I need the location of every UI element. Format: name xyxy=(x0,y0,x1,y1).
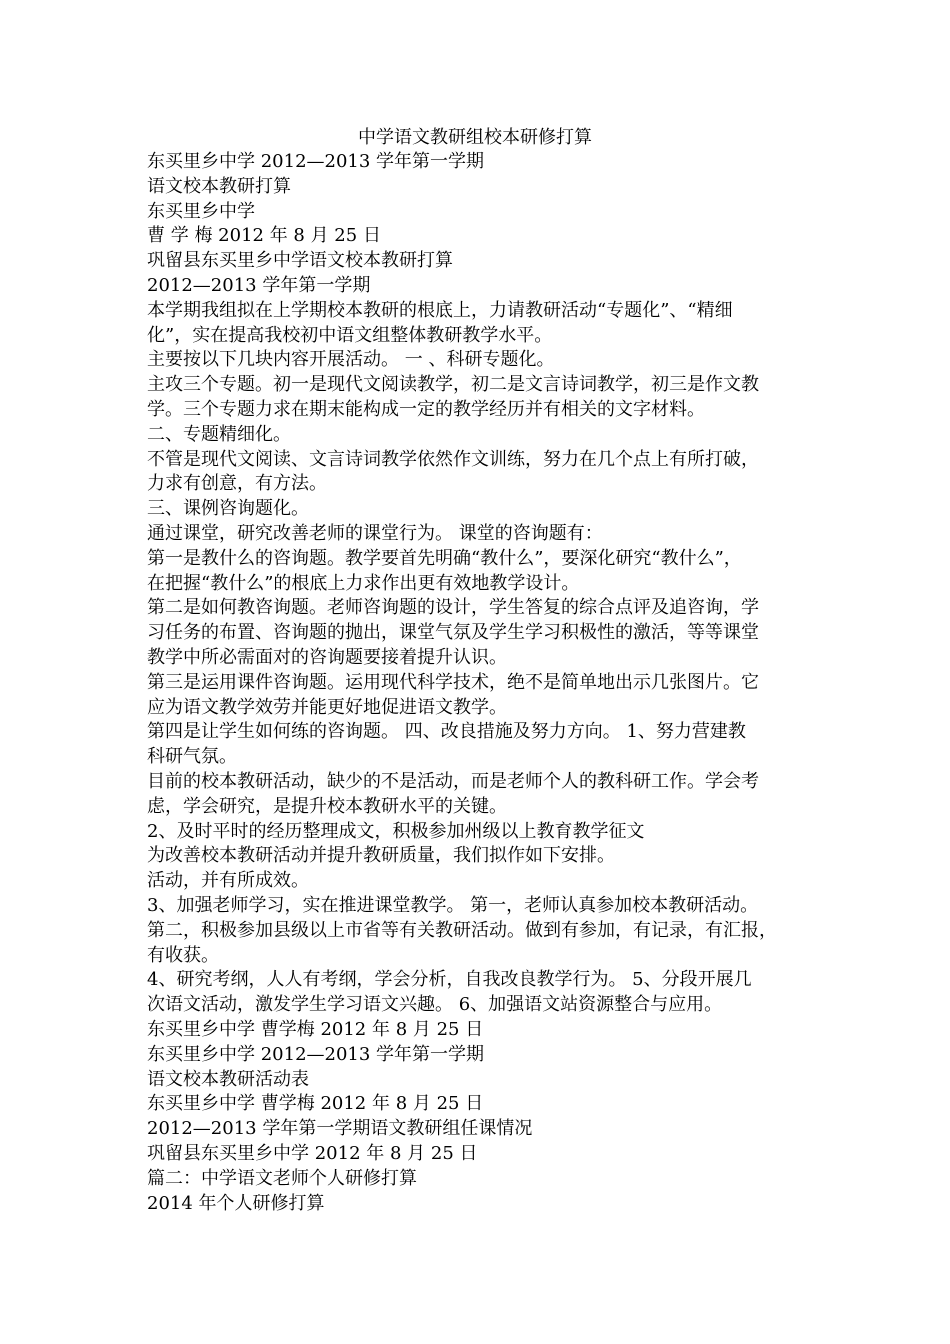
text-line: 2012—2013 学年第一学期 xyxy=(147,275,371,296)
text-line: 二、专题精细化。 xyxy=(147,423,291,445)
text-line: 4、研究考纲，人人有考纲，学会分析，自我改良教学行为。 5、分段开展几 xyxy=(147,969,752,991)
text-line: 第二，积极参加县级以上市省等有关教研活动。做到有参加，有记录，有汇报， xyxy=(147,919,777,941)
text-line: 习任务的布置、咨询题的抛出，课堂气氛及学生学习积极性的激活，等等课堂 xyxy=(147,622,759,644)
text-line: 学。三个专题力求在期末能构成一定的教学经历并有相关的文字材料。 xyxy=(147,399,705,420)
text-line: 第三是运用课件咨询题。运用现代科学技术，绝不是简单地出示几张图片。它 xyxy=(147,671,759,693)
text-line: 曹 学 梅 2012 年 8 月 25 日 xyxy=(147,225,381,247)
text-line: 力求有创意，有方法。 xyxy=(147,473,327,495)
text-line: 主要按以下几块内容开展活动。 一 、科研专题化。 xyxy=(147,349,555,371)
text-line: 教学中所必需面对的咨询题要接着提升认识。 xyxy=(147,647,507,668)
text-line: 化”，实在提高我校初中语文组整体教研教学水平。 xyxy=(147,324,553,346)
text-line: 三、课例咨询题化。 xyxy=(147,498,309,520)
text-line: 主攻三个专题。初一是现代文阅读教学，初二是文言诗词教学，初三是作文教 xyxy=(147,374,759,396)
text-line: 活动，并有所成效。 xyxy=(147,870,309,892)
text-line: 虑，学会研究，是提升校本教研水平的关键。 xyxy=(147,795,507,817)
text-line: 2012—2013 学年第一学期语文教研组任课情况 xyxy=(147,1118,533,1140)
text-line: 目前的校本教研活动，缺少的不是活动，而是老师个人的教科研工作。学会考 xyxy=(147,771,759,792)
text-line: 3、加强老师学习，实在推进课堂教学。 第一，老师认真参加校本教研活动。 xyxy=(147,895,759,916)
text-line: 东买里乡中学 2012—2013 学年第一学期 xyxy=(147,151,485,172)
text-line: 东买里乡中学 曹学梅 2012 年 8 月 25 日 xyxy=(147,1019,484,1040)
text-line: 东买里乡中学 2012—2013 学年第一学期 xyxy=(147,1043,485,1065)
text-line: 篇二：中学语文老师个人研修打算 xyxy=(147,1167,417,1189)
text-line: 通过课堂，研究改善老师的课堂行为。 课堂的咨询题有： xyxy=(147,523,603,544)
text-line: 为改善校本教研活动并提升教研质量，我们拟作如下安排。 xyxy=(147,845,615,867)
text-line: 本学期我组拟在上学期校本教研的根底上，力请教研活动“专题化”、“精细 xyxy=(147,299,733,321)
text-line: 巩留县东买里乡中学 2012 年 8 月 25 日 xyxy=(147,1143,478,1164)
document-title: 中学语文教研组校本研修打算 xyxy=(358,127,592,148)
text-line: 科研气氛。 xyxy=(147,746,237,768)
text-line: 2014 年个人研修打算 xyxy=(147,1192,325,1214)
text-line: 巩留县东买里乡中学语文校本教研打算 xyxy=(147,250,453,272)
text-line: 次语文活动，激发学生学习语文兴趣。 6、加强语文站资源整合与应用。 xyxy=(147,994,723,1016)
text-line: 东买里乡中学 曹学梅 2012 年 8 月 25 日 xyxy=(147,1093,484,1115)
text-line: 第一是教什么的咨询题。教学要首先明确“教什么”，要深化研究“教什么”， xyxy=(147,547,742,569)
text-line: 语文校本教研活动表 xyxy=(147,1068,309,1090)
text-line: 在把握“教什么”的根底上力求作出更有效地教学设计。 xyxy=(147,572,580,594)
text-line: 应为语文教学效劳并能更好地促进语文教学。 xyxy=(147,696,507,718)
text-line: 语文校本教研打算 xyxy=(147,175,291,197)
text-line: 东买里乡中学 xyxy=(147,200,255,222)
text-line: 有收获。 xyxy=(147,944,219,966)
text-line: 2、及时平时的经历整理成文，积极参加州级以上教育教学征文 xyxy=(147,820,645,842)
text-line: 第二是如何教咨询题。老师咨询题的设计，学生答复的综合点评及追咨询，学 xyxy=(147,597,759,619)
text-line: 不管是现代文阅读、文言诗词教学依然作文训练，努力在几个点上有所打破， xyxy=(147,448,759,470)
text-line: 第四是让学生如何练的咨询题。 四、改良措施及努力方向。 1、努力营建教 xyxy=(147,721,746,743)
